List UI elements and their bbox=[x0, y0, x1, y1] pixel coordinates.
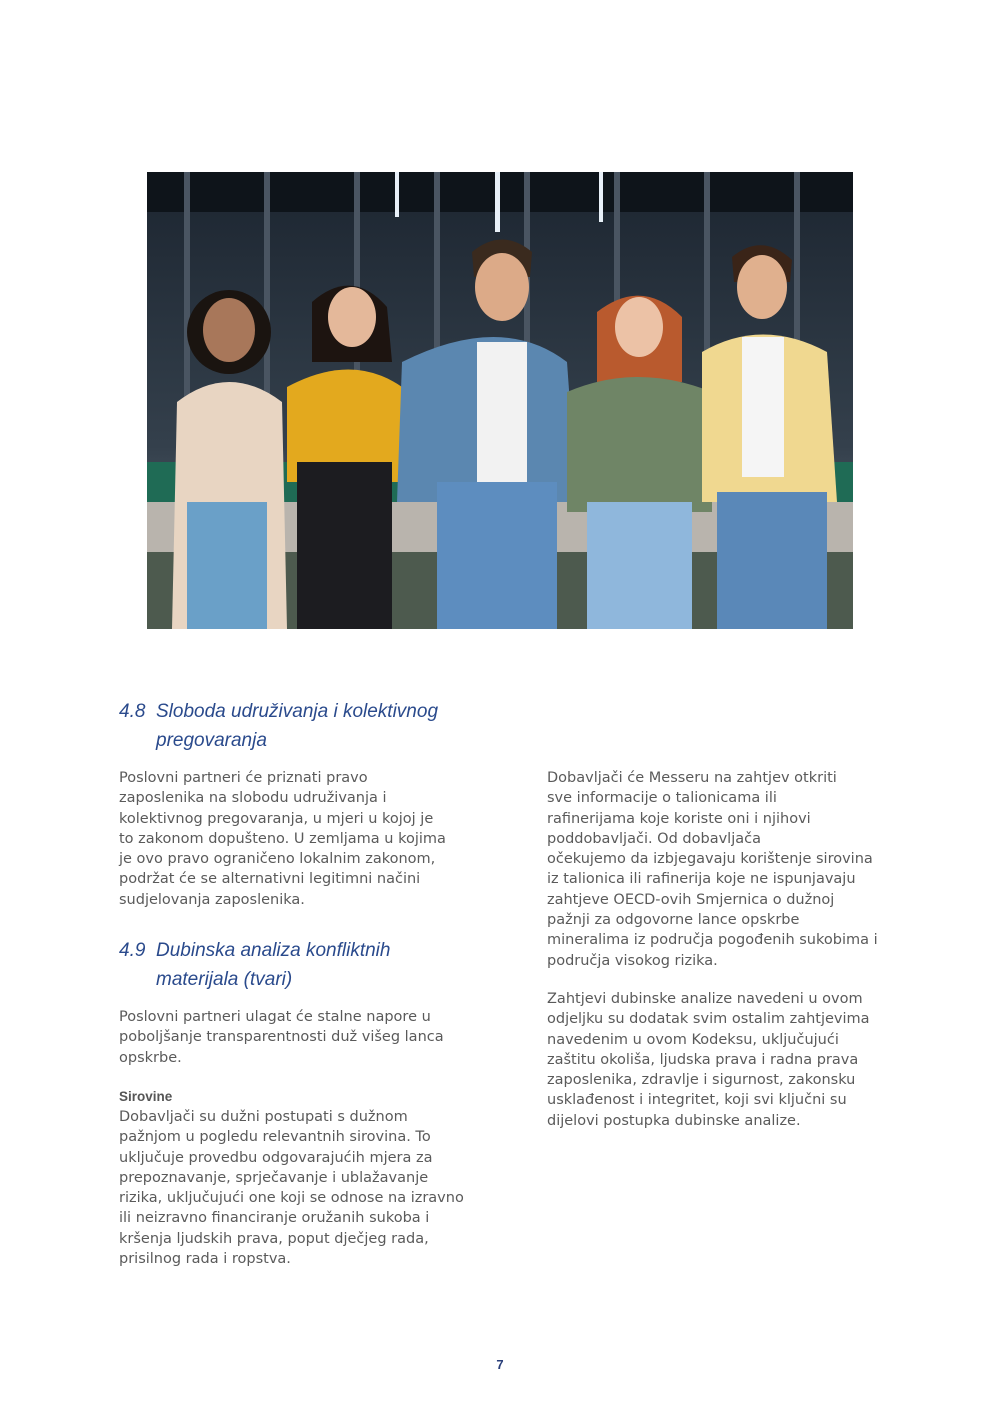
people-group-icon bbox=[147, 172, 853, 629]
left-column bbox=[119, 697, 491, 1269]
section-title: Dubinska analiza konfliktnih materijala (tvari) bbox=[156, 940, 391, 991]
section-4-9-body: Poslovni partneri ulagat će stalne napore u poboljšanje transparentnosti duž višeg lanca opskrbe. bbox=[119, 1009, 444, 1066]
raw-materials-subheading: Sirovine bbox=[119, 1088, 173, 1104]
raw-materials-body: Dobavljači su dužni postupati s dužnom pažnjom u pogledu relevantnih sirovina. To uključuje provedbu odgovarajućih mjera za prepoznavanje, sprječavanje i ublažavanje rizika, uključujući one koji se odnose na izravno ili neizravno financiranje oružanih sukoba i kršenja ljudskih prava, poput dječjeg rada, prisilnog rada i ropstva. bbox=[119, 1108, 464, 1268]
due-diligence-paragraph: Zahtjevi dubinske analize navedeni u ovom odjeljku su dodatak svim ostalim zahtjevima navedenim u ovom Kodeksu, uključujući zaštitu okoliša, ljudska prava i radna prava zaposlenika, zdravlje i sigurnost, zakonsku usklađenost i integritet, koji svi ključni su dijelovi postupka dubinske analize. bbox=[547, 990, 870, 1129]
smelter-disclosure-paragraph: Dobavljači će Messeru na zahtjev otkriti sve informacije o talionicama ili rafinerijama koje koriste oni i njihovi poddobavljači. Od dobavljača očekujemo da izbjegavaju korištenje sirovina iz talionica ili rafinerija koje ne ispunjavaju zahtjeve OECD-ovih Smjernica o dužnoj pažnji za odgovorne lance opskrbe mineralima iz područja pogođenih sukobima i područja visokog rizika. bbox=[547, 770, 878, 969]
team-photo bbox=[147, 172, 853, 629]
section-4-8-heading bbox=[119, 697, 491, 755]
right-column bbox=[547, 768, 903, 1131]
section-4-9-heading bbox=[119, 936, 491, 994]
page-number: 7 bbox=[496, 1357, 504, 1372]
section-number: 4.9 bbox=[119, 940, 146, 962]
section-4-8-body: Poslovni partneri će priznati pravo zaposlenika na slobodu udruživanja i kolektivnog pregovaranja, u mjeri u kojoj je to zakonom dopušteno. U zemljama u kojima je ovo pravo ograničeno lokalnim zakonom, podržat će se alternativni legitimni načini sudjelovanja zaposlenika. bbox=[119, 770, 446, 908]
section-number: 4.8 bbox=[119, 701, 146, 722]
section-title: Sloboda udruživanja i kolektivnog pregovaranja bbox=[156, 701, 439, 751]
